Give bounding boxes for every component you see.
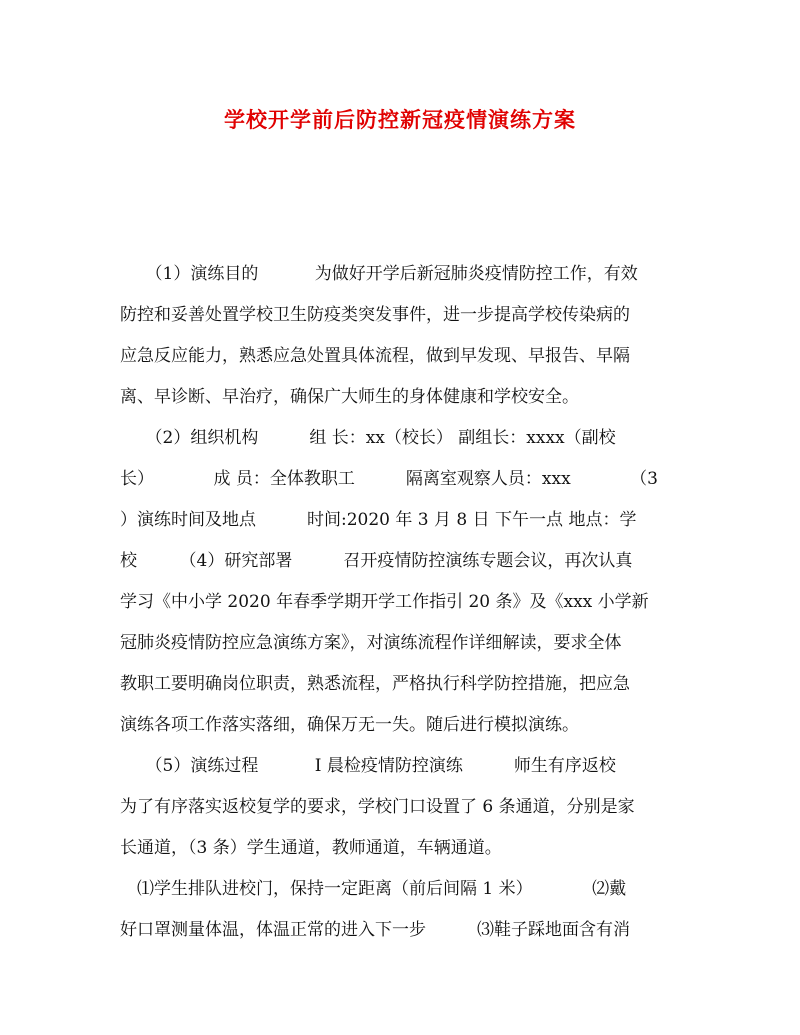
paragraph-line: 离、早诊断、早治疗，确保广大师生的身体健康和学校安全。 — [120, 387, 579, 407]
paragraph-line: （2）组织机构 组 长：xx（校长） 副组长：xxxx（副校 — [120, 428, 616, 448]
paragraph-line: 防控和妥善处置学校卫生防疫类突发事件，进一步提高学校传染病的 — [120, 305, 630, 325]
paragraph-line: 冠肺炎疫情防控应急演练方案》，对演练流程作详细解读，要求全体 — [120, 633, 622, 653]
paragraph-line: （1）演练目的 为做好开学后新冠肺炎疫情防控工作，有效 — [120, 264, 638, 284]
paragraph-line: 应急反应能力，熟悉应急处置具体流程，做到早发现、早报告、早隔 — [120, 346, 630, 366]
document-title: 学校开学前后防控新冠疫情演练方案 — [224, 107, 576, 132]
paragraph-line: 校 （4）研究部署 召开疫情防控演练专题会议，再次认真 — [120, 551, 633, 571]
paragraph-line: 为了有序落实返校复学的要求，学校门口设置了 6 条通道，分别是家 — [120, 797, 635, 817]
paragraph-line: 好口罩测量体温，体温正常的进入下一步 ⑶鞋子踩地面含有消 — [120, 920, 630, 940]
paragraph-line: 演练各项工作落实落细，确保万无一失。随后进行模拟演练。 — [120, 715, 579, 735]
paragraph-line: 长） 成 员：全体教职工 隔离室观察人员：xxx （3 — [120, 469, 658, 489]
paragraph-line: 学习《中小学 2020 年春季学期开学工作指引 20 条》及《xxx 小学新 — [120, 592, 649, 612]
paragraph-line: （5）演练过程 Ⅰ 晨检疫情防控演练 师生有序返校 — [120, 756, 616, 776]
paragraph-line: 教职工要明确岗位职责，熟悉流程，严格执行科学防控措施，把应急 — [120, 674, 630, 694]
paragraph-line: ⑴学生排队进校门，保持一定距离（前后间隔 1 米） ⑵戴 — [120, 879, 627, 899]
paragraph-line: 长通道，（3 条）学生通道，教师通道，车辆通道。 — [120, 838, 502, 858]
paragraph-line: ）演练时间及地点 时间:2020 年 3 月 8 日 下午一点 地点：学 — [120, 510, 637, 530]
